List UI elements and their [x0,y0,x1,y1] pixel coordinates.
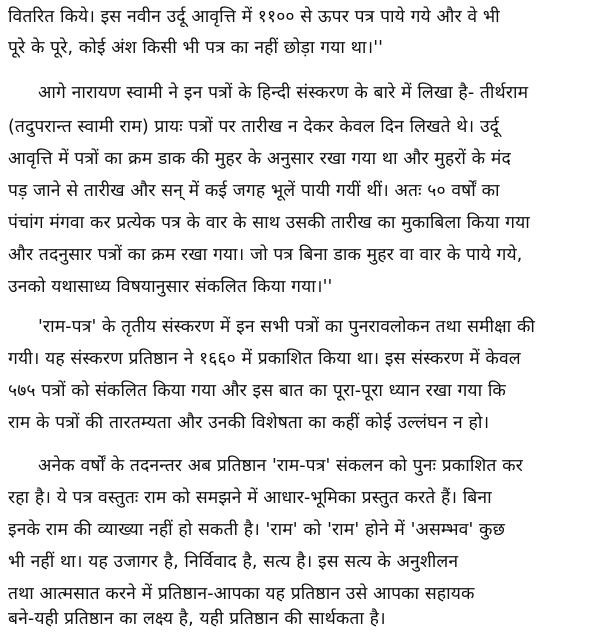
paragraph-3-line-1: 'राम-पत्र' के तृतीय संस्करण में इन सभी पत्रों का पुनरावलोकन तथा समीक्षा की [38,317,536,337]
paragraph-2-line-1: आगे नारायण स्वामी ने इन पत्रों के हिन्दी संस्करण के बारे में लिखा है- तीर्थराम [38,83,529,103]
paragraph-4-line-6: बने-यही प्रतिष्ठान का लक्ष्य है, यही प्रतिष्ठान की सार्थकता है। [8,609,386,629]
paragraph-4-line-1: अनेक वर्षों के तदनन्तर अब प्रतिष्ठान 'राम-पत्र' संकलन को पुनः प्रकाशित कर [38,456,523,476]
paragraph-4-line-2: रहा है। ये पत्र वस्तुतः राम को समझने में आधार-भूमिका प्रस्तुत करते हैं। बिना [8,488,492,508]
paragraph-3-line-3: ५७५ पत्रों को संकलित किया गया और इस बात का पूरा-पूरा ध्यान रखा गया कि [8,381,506,401]
paragraph-4-line-5: तथा आत्मसात करने में प्रतिष्ठान-आपका यह प्रतिष्ठान उसे आपका सहायक [8,584,475,604]
paragraph-4-line-3: इनके राम की व्याख्या नहीं हो सकती है। 'राम' को 'राम' होने में 'असम्भव' कुछ [8,520,505,540]
paragraph-2-line-2: (तदुपरान्त स्वामी राम) प्रायः पत्रों पर तारीख न देकर केवल दिन लिखते थे। उर्दू [8,117,500,137]
paragraph-2-line-3: आवृत्ति में पत्रों का क्रम डाक की मुहर के अनुसार रखा गया था और मुहरों के मंद [8,149,511,169]
paragraph-2-line-4: पड़ जाने से तारीख और सन् में कई जगह भूलें पायी गयीं थीं। अतः ५० वर्षों का [8,181,500,201]
paragraph-1-line-1: वितरित किये। इस नवीन उर्दू आवृत्ति में ११०० से ऊपर पत्र पाये गये और वे भी [8,7,500,27]
paragraph-3-line-2: गयी। यह संस्करण प्रतिष्ठान ने १६६० में प्रकाशित किया था। इस संस्करण में केवल [8,349,521,369]
paragraph-1-line-2: पूरे के पूरे, कोई अंश किसी भी पत्र का नहीं छोड़ा गया था।'' [8,38,384,58]
paragraph-4-line-4: भी नहीं था। यह उजागर है, निर्विवाद है, सत्य है। इस सत्य के अनुशीलन [8,552,459,572]
paragraph-2-line-7: उनको यथासाध्य विषयानुसार संकलित किया गया।'' [8,277,333,297]
paragraph-2-line-5: पंचांग मंगवा कर प्रत्येक पत्र के वार के साथ उसकी तारीख का मुकाबिला किया गया [8,213,530,233]
paragraph-3-line-4: राम के पत्रों की तारतम्यता और उनकी विशेषता का कहीं कोई उल्लंघन न हो। [8,413,490,433]
paragraph-2-line-6: और तदनुसार पत्रों का क्रम रखा गया। जो पत्र बिना डाक मुहर वा वार के पाये गये, [8,245,523,265]
